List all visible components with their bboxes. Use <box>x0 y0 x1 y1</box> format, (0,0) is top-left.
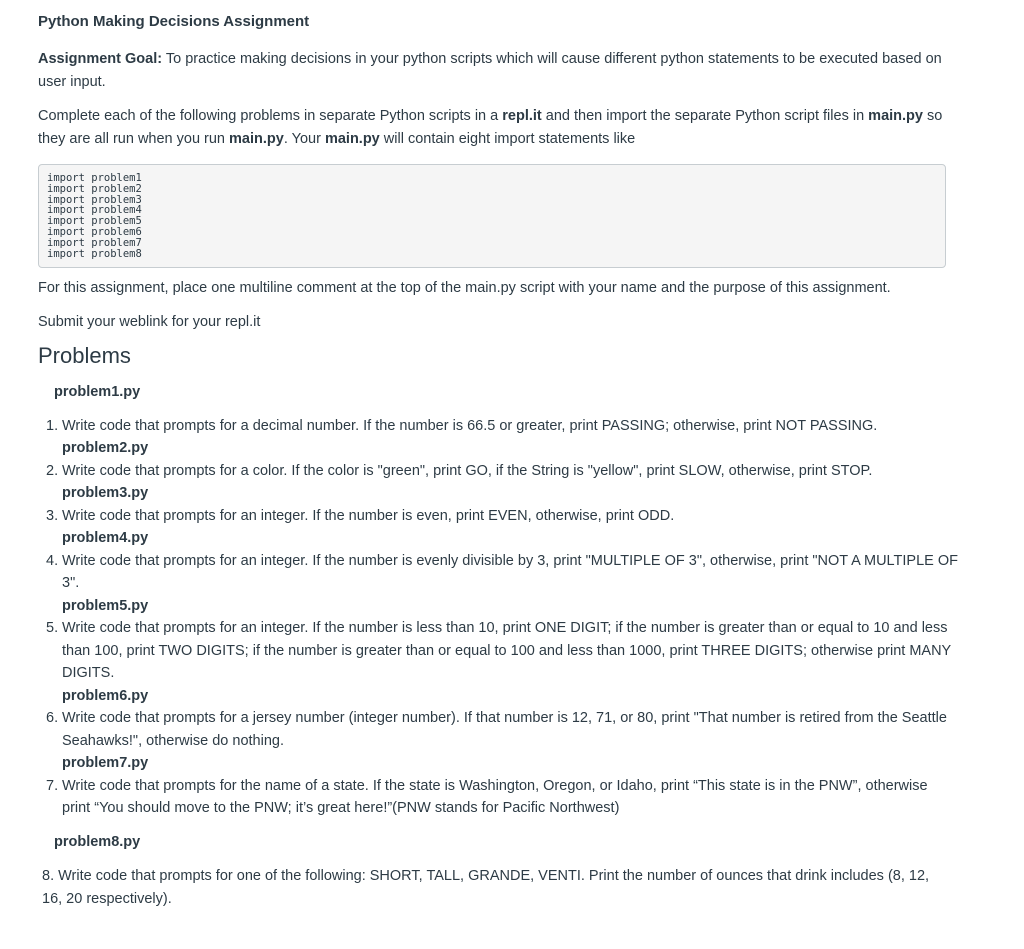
problem-file-name: problem2.py <box>62 440 149 457</box>
code-block <box>38 164 946 268</box>
problem-file-name: problem4.py <box>62 530 149 547</box>
problem-number: 7. <box>46 777 59 794</box>
problems-heading: Problems <box>38 343 131 369</box>
problem-text: Write code that prompts for an integer. If the number is even, print EVEN, otherwise, print ODD. <box>62 507 675 524</box>
page-title: Python Making Decisions Assignment <box>38 13 310 30</box>
main-py-term: main.py <box>229 130 284 147</box>
instructions-text: so they are all run when you run <box>38 108 943 147</box>
problem-text: Write code that prompts for an integer. If the number is less than 10, print ONE DIGIT; if the number is greater than or equal to 10 and less than 100, print TWO DIGITS; if the number is greater than or equal to 100 and less than 1000, print THREE DIGITS; otherwise print MANY DIGITS. <box>62 620 951 682</box>
problem-file-name: problem5.py <box>62 597 149 614</box>
goal-label: Assignment Goal: <box>38 51 163 67</box>
problem-file-name: problem8.py <box>54 833 141 850</box>
code-line: import problem3 <box>47 193 142 206</box>
problem-number: 2. <box>46 462 59 479</box>
problem-item <box>46 460 958 483</box>
problem-number: 1. <box>46 417 59 434</box>
assignment-goal <box>38 48 958 93</box>
code-line: import problem7 <box>47 236 142 249</box>
problem-text: Write code that prompts for a color. If the color is "green", print GO, if the String is "yellow", print SLOW, otherwise, print STOP. <box>62 462 873 479</box>
problem-item <box>46 550 958 595</box>
main-py-term: main.py <box>324 130 380 147</box>
code-line: import problem6 <box>47 225 142 238</box>
problem-item <box>46 505 958 528</box>
instructions-text: will contain eight import statements like <box>379 130 636 147</box>
code-line: import problem1 <box>47 172 142 184</box>
problem-item <box>46 707 958 752</box>
problem-item-8: 8. Write code that prompts for one of the following: SHORT, TALL, GRANDE, VENTI. Print the number of ounces that drink includes (8, 12, 16, 20 respectively). <box>42 868 930 907</box>
replit-term: repl.it <box>502 108 542 124</box>
problem-file-name: problem7.py <box>62 755 149 772</box>
instructions-text: and then import the separate Python script files in <box>541 108 869 124</box>
problem-file-name: problem3.py <box>62 485 149 502</box>
problem-number: 6. <box>46 710 59 727</box>
code-line: import problem4 <box>47 204 142 217</box>
problem-text: Write code that prompts for a decimal number. If the number is 66.5 or greater, print PASSING; otherwise, print NOT PASSING. <box>62 417 878 434</box>
problem-item <box>46 775 958 820</box>
code-line: import problem8 <box>47 247 142 260</box>
problems-list <box>38 415 958 820</box>
problem-file-name: problem6.py <box>62 687 149 704</box>
instructions-text: . Your <box>283 130 325 147</box>
instructions-paragraph <box>38 105 958 150</box>
problem-number: 5. <box>46 620 59 637</box>
instructions-text: Complete each of the following problems in separate Python scripts in a <box>38 108 503 124</box>
problem-text: Write code that prompts for a jersey number (integer number). If that number is 12, 71, or 80, print "That number is retired from the Seattle Seahawks!", otherwise do nothing. <box>62 710 947 749</box>
problem-item <box>46 415 958 438</box>
submit-note: Submit your weblink for your repl.it <box>38 313 261 330</box>
problem-text: Write code that prompts for the name of a state. If the state is Washington, Oregon, or Idaho, print “This state is in the PNW”, otherwise print “You should move to the PNW; it’s great here!”(PNW stands for Pacific Northwest) <box>62 777 928 817</box>
problem-file-name: problem1.py <box>54 384 141 401</box>
code-line: import problem5 <box>47 215 142 228</box>
main-py-term: main.py <box>868 108 923 124</box>
problem-number: 3. <box>46 507 59 524</box>
assignment-note: For this assignment, place one multiline comment at the top of the main.py script with your name and the purpose of this assignment. <box>38 280 891 297</box>
problem-text: Write code that prompts for an integer. If the number is evenly divisible by 3, print "MULTIPLE OF 3", otherwise, print "NOT A MULTIPLE OF 3". <box>62 552 959 592</box>
goal-text: To practice making decisions in your python scripts which will cause different python statements to be executed based on user input. <box>38 51 942 90</box>
code-line: import problem2 <box>47 182 142 195</box>
problem-number: 4. <box>46 552 59 569</box>
problem-item <box>46 617 958 685</box>
